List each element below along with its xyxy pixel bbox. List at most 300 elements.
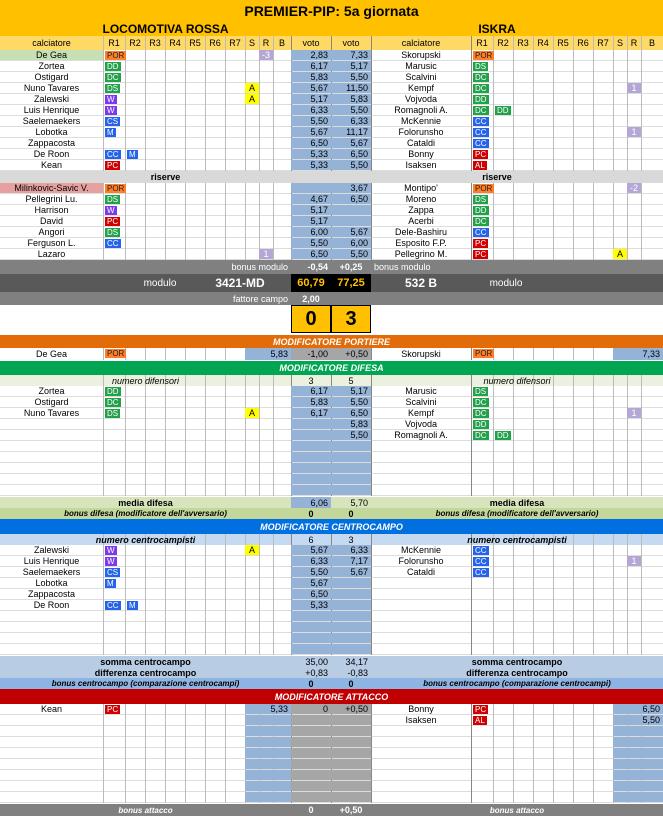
cell: [245, 759, 291, 769]
cell: [245, 792, 291, 802]
away-player-name: McKennie: [400, 545, 442, 555]
modulo-label: modulo: [489, 277, 523, 289]
role-badge: POR: [107, 184, 125, 193]
col-R2: R2: [129, 38, 141, 48]
home-voto: 6,17: [310, 386, 328, 396]
cell: [331, 715, 371, 725]
away-player-name: Folorunsho: [398, 127, 444, 137]
away-player-name: Pellegrino M.: [394, 249, 448, 259]
player-row: [0, 578, 663, 589]
bonus-label: bonus difesa (modificatore dell'avversario): [64, 509, 227, 518]
col-R4: R4: [537, 38, 549, 48]
role-badge: CC: [475, 117, 487, 126]
modulo-label: modulo: [143, 277, 177, 289]
voto-bg: [331, 589, 371, 599]
col-voto: voto: [342, 38, 360, 48]
voto-bg: [291, 441, 331, 451]
role-badge: CC: [475, 139, 487, 148]
home-num: 3: [308, 375, 314, 386]
away-voto: 6,33: [350, 116, 368, 126]
section-header-attacco: [0, 689, 663, 704]
role-badge: CC: [475, 557, 487, 566]
player-row: [0, 408, 663, 419]
cell: [613, 759, 663, 769]
cell: [245, 748, 291, 758]
player-row: [0, 419, 663, 430]
player-row: [0, 463, 663, 474]
away-player-name: Kempf: [407, 408, 434, 418]
home-voto: 5,83: [310, 397, 328, 407]
voto-bg: [291, 611, 331, 621]
away-voto: 5,50: [350, 249, 368, 259]
bonus-badge: -2: [627, 183, 641, 193]
away-voto: 6,50: [350, 149, 368, 159]
away-gk-name: Skorupski: [401, 349, 441, 359]
role-badge: PC: [107, 217, 119, 226]
cell: [331, 792, 371, 802]
fattore-value: 2,00: [302, 293, 320, 304]
modulo-row: [0, 274, 663, 292]
role-badge: DS: [475, 195, 487, 204]
away-voto: 6,50: [642, 704, 660, 714]
cell: [331, 759, 371, 769]
role-badge: AL: [475, 716, 485, 725]
home-player-name: Zortea: [38, 61, 65, 71]
home-player-name: Zalewski: [33, 94, 69, 104]
team-header: [0, 21, 663, 36]
home-gk-mod: -1,00: [291, 348, 331, 360]
away-player-name: Esposito F.P.: [395, 238, 447, 248]
home-bonus: 0: [308, 805, 314, 815]
col-R3: R3: [149, 38, 161, 48]
home-att-mod: 0: [322, 704, 328, 714]
media-difesa-row: [0, 497, 663, 508]
home-voto: 6,50: [310, 249, 328, 259]
home-voto: [291, 183, 331, 193]
page-title: PREMIER-PIP: 5a giornata: [244, 2, 419, 19]
away-player-name: Romagnoli A.: [394, 430, 448, 440]
away-voto: 11,17: [346, 127, 368, 137]
away-player-name: Marusic: [405, 61, 437, 71]
bonus-badge: 1: [627, 83, 641, 93]
home-player-name: Milinkovic-Savic V.: [0, 183, 103, 193]
role-badge: DC: [107, 73, 119, 82]
cell: [291, 759, 331, 769]
away-voto: 5,50: [350, 430, 368, 440]
somma-label: somma centrocampo: [471, 656, 563, 667]
role-badge: DD: [107, 62, 119, 71]
col-R7: R7: [229, 38, 241, 48]
bonus-attacco-row: [0, 804, 663, 816]
away-player-name: Acerbi: [408, 216, 434, 226]
role-badge: DD: [107, 387, 119, 396]
away-player-name: Skorupski: [401, 50, 441, 60]
riserve-header: [0, 171, 663, 183]
away-voto: 5,50: [642, 715, 660, 725]
role-badge: DS: [107, 409, 119, 418]
home-player-name: De Roon: [33, 149, 70, 159]
role-badge: DC: [475, 431, 487, 440]
role-badge: PC: [107, 705, 119, 714]
num-label: numero difensori: [483, 375, 551, 386]
away-voto: 5,67: [350, 138, 368, 148]
num-label: numero centrocampisti: [95, 534, 196, 545]
home-player-name: Zappacosta: [27, 589, 76, 599]
home-player-name: Luis Henrique: [23, 105, 80, 115]
col-R5: R5: [557, 38, 569, 48]
home-voto: 5,33: [270, 704, 288, 714]
home-player-name: Luis Henrique: [23, 556, 80, 566]
away-voto: 3,67: [350, 183, 368, 193]
score-row: [0, 305, 663, 333]
role-badge: M: [129, 150, 136, 159]
away-voto: 5,67: [350, 567, 368, 577]
player-row: [0, 105, 663, 116]
role-badge: DS: [475, 62, 487, 71]
away-player-name: Bonny: [408, 149, 434, 159]
home-voto: 6,50: [310, 589, 328, 599]
voto-bg: [331, 474, 371, 484]
voto-bg: [331, 633, 371, 643]
home-bonus-modulo: -0,54: [307, 262, 328, 272]
away-player-name: Romagnoli A.: [394, 105, 448, 115]
away-voto: 11,50: [346, 83, 368, 93]
home-voto: 6,50: [310, 138, 328, 148]
section-header-centrocampo: [0, 519, 663, 534]
player-row: [0, 397, 663, 408]
home-player-name: Ferguson L.: [27, 238, 76, 248]
role-badge: DC: [475, 409, 487, 418]
player-row: [0, 149, 663, 160]
player-row: [0, 138, 663, 149]
voto-bg: [331, 644, 371, 654]
home-voto: 5,83: [310, 72, 328, 82]
voto-bg: [331, 578, 371, 588]
player-row: [0, 194, 663, 205]
bonus-modulo-label: bonus modulo: [374, 262, 431, 272]
bonus-badge: -3: [259, 50, 273, 60]
player-row: [0, 127, 663, 138]
col-R6: R6: [577, 38, 589, 48]
home-player-name: De Roon: [33, 600, 70, 610]
section-title: MODIFICATORE DIFESA: [279, 363, 384, 373]
player-row: [0, 72, 663, 83]
num-centro-row: [0, 534, 663, 545]
role-badge: DS: [107, 84, 119, 93]
bonus-label: bonus attacco: [118, 805, 173, 815]
home-voto: 5,33: [310, 149, 328, 159]
cell: [291, 792, 331, 802]
col-R3: R3: [517, 38, 529, 48]
player-row: [0, 474, 663, 485]
player-row: [0, 441, 663, 452]
away-voto: 6,33: [350, 545, 368, 555]
voto-bg: [331, 611, 371, 621]
role-badge: DD: [497, 431, 509, 440]
role-badge: W: [107, 546, 115, 555]
player-row: [0, 726, 663, 737]
away-voto: 5,50: [350, 397, 368, 407]
away-voto: 7,17: [350, 556, 368, 566]
bonus-label: bonus difesa (modificatore dell'avversario): [435, 509, 599, 518]
role-badge: DC: [475, 217, 487, 226]
diff-row: [0, 667, 663, 678]
away-voto: 7,33: [350, 50, 368, 60]
home-bonus: 0: [308, 678, 314, 689]
player-row: [0, 556, 663, 567]
away-bonus: 0: [348, 678, 354, 689]
player-row: [0, 50, 663, 61]
away-bonus-modulo: +0,25: [339, 262, 363, 272]
player-row: [0, 567, 663, 578]
away-player-name: Vojvoda: [404, 419, 438, 429]
col-B: B: [648, 38, 655, 48]
role-badge: POR: [107, 349, 125, 358]
sub-flag: A: [245, 94, 259, 104]
role-badge: PC: [475, 150, 487, 159]
player-row: [0, 83, 663, 94]
role-badge: DD: [497, 106, 509, 115]
home-player-name: Nuno Tavares: [23, 83, 80, 93]
home-voto: 4,67: [310, 194, 328, 204]
portiere-row: [0, 348, 663, 360]
bonus-badge: 1: [627, 556, 641, 566]
player-row: [0, 611, 663, 622]
role-badge: CC: [107, 150, 119, 159]
home-total: 60,79: [291, 274, 331, 292]
cell: [245, 715, 291, 725]
player-row: [0, 485, 663, 496]
away-player-name: Folorunsho: [398, 556, 444, 566]
player-row: [0, 94, 663, 105]
home-voto: 5,50: [310, 116, 328, 126]
away-voto: 5,17: [350, 386, 368, 396]
home-voto: 2,83: [310, 50, 328, 60]
cell: [291, 726, 331, 736]
fattore-row: [0, 292, 663, 305]
bonus-badge: 1: [627, 408, 641, 418]
away-media: 5,70: [350, 497, 368, 508]
home-player-name: Angori: [38, 227, 65, 237]
col-R1: R1: [476, 38, 488, 48]
player-row: [0, 116, 663, 127]
home-voto: 5,67: [310, 127, 328, 137]
home-voto: 5,50: [310, 238, 328, 248]
home-player-name: Lazaro: [37, 249, 66, 259]
player-row: [0, 715, 663, 726]
home-media: 6,06: [291, 497, 331, 508]
col-R5: R5: [189, 38, 201, 48]
away-voto: 6,50: [350, 194, 368, 204]
bonus-label: bonus attacco: [489, 805, 545, 815]
role-badge: DC: [475, 106, 487, 115]
away-num: 5: [348, 375, 354, 386]
col-S: S: [616, 38, 623, 48]
cell: [245, 781, 291, 791]
bonus-difesa-row: [0, 508, 663, 519]
away-voto: 5,50: [350, 72, 368, 82]
cell: [331, 770, 371, 780]
voto-bg: [291, 485, 331, 495]
home-player-name: Zortea: [38, 386, 65, 396]
media-label: media difesa: [489, 497, 545, 508]
away-goals: 3: [331, 305, 371, 333]
away-voto: 5,50: [350, 160, 368, 170]
section-title: MODIFICATORE PORTIERE: [272, 336, 390, 347]
home-player-name: Saelemaekers: [22, 567, 81, 577]
voto-bg: [331, 441, 371, 451]
player-row: [0, 430, 663, 441]
somma-row: [0, 656, 663, 667]
cell: [613, 737, 663, 747]
bonus-modulo-label: bonus modulo: [231, 262, 288, 272]
player-row: [0, 238, 663, 249]
role-badge: CC: [475, 568, 487, 577]
home-voto: 5,17: [310, 205, 328, 215]
role-badge: CC: [107, 239, 119, 248]
home-player-name: Zalewski: [33, 545, 69, 555]
cell: [291, 737, 331, 747]
player-row: [0, 600, 663, 611]
away-player-name: Vojvoda: [404, 94, 438, 104]
num-label: numero difensori: [111, 375, 180, 386]
player-row: [0, 781, 663, 792]
diff-label: differenza centrocampo: [466, 667, 568, 678]
home-player-name: Lobotka: [35, 578, 68, 588]
voto-bg: [291, 474, 331, 484]
home-num: 6: [308, 534, 314, 545]
home-player-name: Kean: [40, 704, 63, 714]
home-voto: 6,17: [310, 61, 328, 71]
section-header-portiere: [0, 335, 663, 348]
home-diff: +0,83: [305, 667, 328, 678]
voto-bg: [331, 600, 371, 610]
somma-label: somma centrocampo: [100, 656, 191, 667]
role-badge: CC: [107, 601, 119, 610]
role-badge: PC: [475, 705, 487, 714]
home-voto: 6,17: [310, 408, 328, 418]
role-badge: W: [107, 95, 115, 104]
home-player-name: De Gea: [0, 50, 103, 60]
home-gk-name: De Gea: [35, 349, 68, 359]
player-row: [0, 216, 663, 227]
cell: [613, 792, 663, 802]
player-row: [0, 644, 663, 655]
cell: [245, 770, 291, 780]
cell: [613, 748, 663, 758]
role-badge: PC: [475, 239, 487, 248]
home-player-name: Harrison: [34, 205, 69, 215]
role-badge: CS: [107, 568, 119, 577]
cell: [291, 781, 331, 791]
home-voto: 5,67: [310, 578, 328, 588]
player-row: [0, 748, 663, 759]
cell: [331, 737, 371, 747]
riserve-label: riserve: [150, 172, 181, 182]
away-voto: 6,50: [350, 408, 368, 418]
home-goals: 0: [291, 305, 331, 333]
role-badge: DC: [475, 84, 487, 93]
home-voto: 6,33: [310, 105, 328, 115]
role-badge: M: [107, 128, 114, 137]
voto-bg: [331, 452, 371, 462]
cell: [613, 781, 663, 791]
player-row: [0, 633, 663, 644]
role-badge: DC: [475, 73, 487, 82]
role-badge: CD: [107, 139, 119, 148]
col-calciatore: calciatore: [401, 38, 441, 48]
away-player-name: Marusic: [405, 386, 437, 396]
role-badge: DD: [475, 420, 487, 429]
away-player-name: Zappa: [408, 205, 434, 215]
away-bonus: 0: [348, 508, 354, 519]
player-row: [0, 545, 663, 556]
home-voto: 5,33: [310, 160, 328, 170]
home-somma: 35,00: [305, 656, 328, 667]
away-somma: 34,17: [345, 656, 368, 667]
away-player-name: Moreno: [405, 194, 437, 204]
player-row: [0, 227, 663, 238]
col-R4: R4: [169, 38, 181, 48]
voto-bg: [331, 622, 371, 632]
away-voto: [331, 205, 371, 215]
role-badge: POR: [475, 349, 493, 358]
title-bar: [0, 0, 663, 21]
role-badge: M: [107, 579, 114, 588]
role-badge: POR: [475, 51, 493, 60]
away-player-name: Scalvini: [405, 72, 437, 82]
sub-flag: A: [613, 249, 627, 259]
away-player-name: Bonny: [408, 704, 434, 714]
role-badge: W: [107, 557, 115, 566]
riserve-label: riserve: [482, 172, 512, 182]
away-voto: 5,17: [350, 61, 368, 71]
home-voto: 6,33: [310, 556, 328, 566]
sub-flag: A: [245, 545, 259, 555]
col-R7: R7: [597, 38, 609, 48]
voto-bg: [291, 633, 331, 643]
col-calciatore: calciatore: [32, 38, 71, 48]
cell: [291, 748, 331, 758]
away-player-name: Cataldi: [406, 138, 435, 148]
role-badge: POR: [475, 184, 493, 193]
away-player-name: Dele-Bashiru: [394, 227, 448, 237]
home-player-name: Ostigard: [34, 72, 69, 82]
col-B: B: [278, 38, 285, 48]
away-player-name: Scalvini: [405, 397, 437, 407]
voto-bg: [291, 419, 331, 429]
away-voto: 5,83: [350, 419, 368, 429]
role-badge: CC: [475, 228, 487, 237]
col-R6: R6: [209, 38, 221, 48]
role-badge: CC: [475, 128, 487, 137]
role-badge: AL: [475, 161, 485, 170]
cell: [245, 726, 291, 736]
home-player-name: Ostigard: [34, 397, 69, 407]
cell: [291, 715, 331, 725]
media-label: media difesa: [118, 497, 173, 508]
player-row: [0, 704, 663, 715]
cell: [291, 770, 331, 780]
home-voto: 5,67: [310, 545, 328, 555]
away-team-name: ISKRA: [478, 21, 516, 36]
cell: [613, 726, 663, 736]
home-player-name: Lobotka: [35, 127, 68, 137]
col-R: R: [630, 38, 638, 48]
bonus-centro-row: [0, 678, 663, 689]
section-title: MODIFICATORE CENTROCAMPO: [260, 521, 403, 532]
voto-bg: [291, 463, 331, 473]
